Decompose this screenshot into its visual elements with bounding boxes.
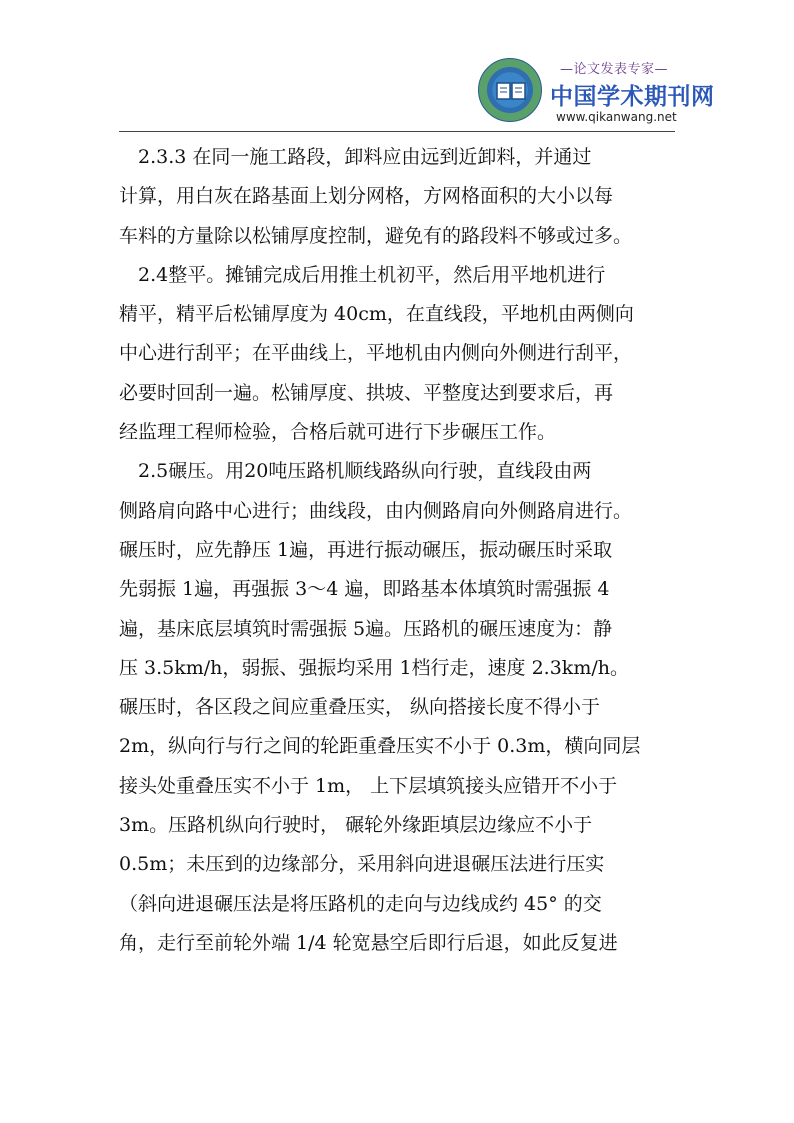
text-line: 0.5m；未压到的边缘部分，采用斜向进退碾压法进行压实 [119, 853, 605, 876]
header-url: www.qikanwang.net [556, 110, 677, 124]
text-line: 2.5碾压。用20吨压路机顺线路纵向行驶，直线段由两 [119, 460, 592, 483]
text-line: 2.4整平。摊铺完成后用推土机初平，然后用平地机进行 [119, 263, 606, 286]
text-line: 车料的方量除以松铺厚度控制，避免有的路段料不够或过多。 [119, 224, 633, 247]
text-line: 必要时回刮一遍。松铺厚度、拱坡、平整度达到要求后，再 [119, 381, 614, 404]
text-line: 精平，精平后松铺厚度为 40cm，在直线段，平地机由两侧向 [119, 303, 634, 326]
header-brand: 中国学术期刊网 [550, 84, 715, 110]
book-icon [496, 81, 526, 101]
text-line: 3m。压路机纵向行驶时， 碾轮外缘距填层边缘应不小于 [119, 814, 593, 837]
header-divider [119, 131, 675, 132]
journal-logo [478, 58, 542, 122]
body-text [119, 138, 679, 963]
text-line: 压 3.5km/h，弱振、强振均采用 1档行走，速度 2.3km/h。 [119, 656, 629, 679]
text-line: 经监理工程师检验，合格后就可进行下步碾压工作。 [119, 421, 557, 444]
text-line: 2.3.3 在同一施工路段，卸料应由远到近卸料，并通过 [119, 146, 592, 168]
text-line: 中心进行刮平；在平曲线上，平地机由内侧向外侧进行刮平， [119, 342, 633, 365]
text-line: 接头处重叠压实不小于 1m， 上下层填筑接头应错开不小于 [119, 774, 618, 797]
text-line: （斜向进退碾压法是将压路机的走向与边线成约 45° 的交 [119, 892, 602, 915]
text-line: 碾压时，应先静压 1遍，再进行振动碾压，振动碾压时采取 [119, 538, 613, 561]
text-line: 2m，纵向行与行之间的轮距重叠压实不小于 0.3m，横向同层 [119, 735, 641, 758]
text-line: 角，走行至前轮外端 1/4 轮宽悬空后即行后退，如此反复进 [119, 931, 618, 954]
text-line: 侧路肩向路中心进行；曲线段，由内侧路肩向外侧路肩进行。 [119, 499, 633, 522]
text-line: 碾压时，各区段之间应重叠压实， 纵向搭接长度不得小于 [119, 696, 601, 719]
text-line: 先弱振 1遍，再强振 3～4 遍，即路基本体填筑时需强振 4 [119, 578, 610, 601]
text-line: 计算，用白灰在路基面上划分网格，方网格面积的大小以每 [119, 185, 614, 208]
journal-header [478, 54, 715, 128]
header-tagline: —论文发表专家— [560, 62, 669, 77]
text-line: 遍，基床底层填筑时需强振 5遍。压路机的碾压速度为：静 [119, 617, 613, 640]
